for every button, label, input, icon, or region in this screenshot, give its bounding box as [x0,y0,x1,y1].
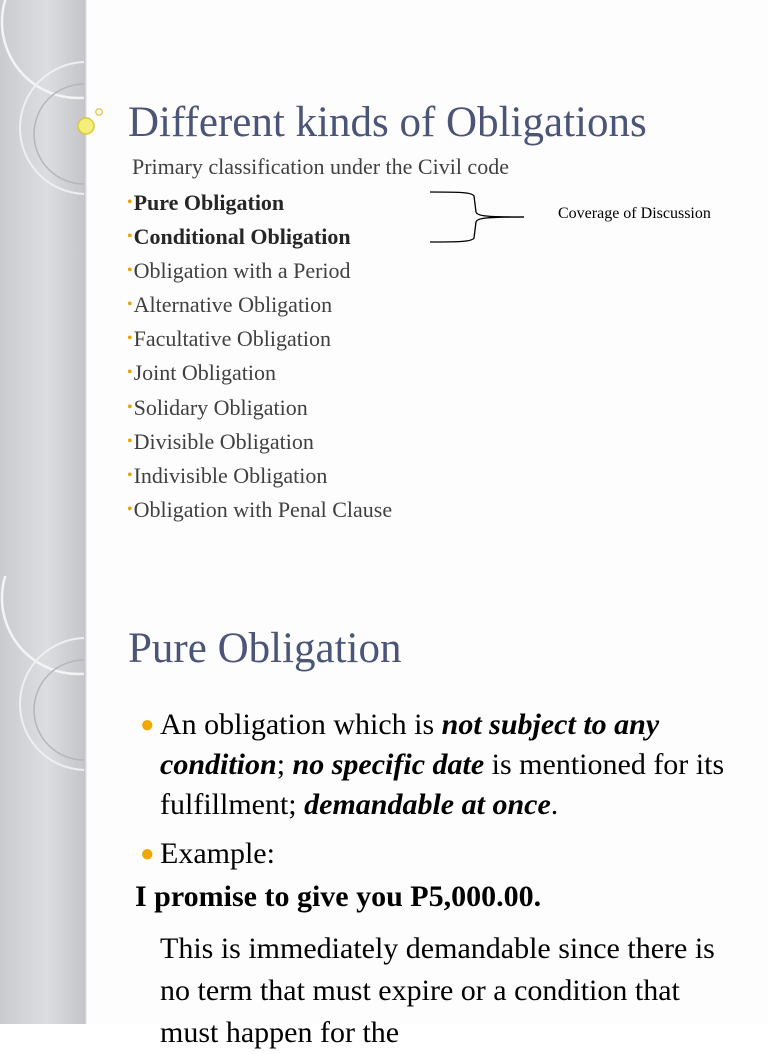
decorative-circles-icon [0,576,84,1024]
decorative-dots-icon [74,104,104,144]
list-item-label: Divisible Obligation [133,428,314,454]
definition-bullet [140,705,750,825]
list-item-label: Facultative Obligation [133,326,331,352]
bullet-icon: • [127,330,133,348]
emphasis: not subject to any condition [160,708,660,781]
bullet-icon: ● [140,712,155,738]
list-item-label: Solidary Obligation [133,394,308,420]
explanation-text: This is immediately demandable since there is no term that must expire or a condition that must happen for the [160,932,715,1049]
list-item-label: Alternative Obligation [133,292,333,318]
bullet-icon: • [127,194,133,211]
list-item-label: Joint Obligation [133,360,276,386]
bullet-icon: • [127,296,133,314]
decorative-side-band [0,576,84,1024]
bullet-icon: • [127,262,133,280]
list-item-label: Indivisible Obligation [133,462,328,488]
side-band-edge [84,0,87,576]
slide-title: Pure Obligation [128,625,402,672]
side-band-edge [84,576,87,1024]
list-item [127,221,392,255]
emphasis: demandable at once [304,788,551,821]
list-item [127,323,392,357]
list-item [127,426,392,460]
decorative-side-band [0,0,84,576]
list-item [127,392,392,426]
decorative-circles-icon [0,0,84,576]
list-item [127,187,392,221]
list-item-label: Obligation with Penal Clause [133,496,393,522]
bullet-icon: • [127,228,133,246]
definition-text: An obligation which is not subject to any condition; no specific date is mentioned for its fulfillment; demandable at once. [160,708,725,821]
example-text: I promise to give you P5,000.00. [135,880,542,913]
brace-icon [426,188,526,246]
list-item [127,289,392,323]
bullet-icon: • [127,432,133,450]
list-item-label: Conditional Obligation [133,224,351,250]
example-bullet [140,834,275,874]
bullet-icon: • [127,466,133,484]
emphasis: no specific date [292,748,485,781]
list-item [127,494,392,528]
bullet-icon: • [127,364,133,382]
slide-title: Different kinds of Obligations [128,99,647,146]
obligation-kinds-list [127,187,392,528]
list-item [127,357,392,391]
list-item-label: Obligation with a Period [133,258,351,284]
slide-subtitle: Primary classification under the Civil code [132,154,509,179]
coverage-note: Coverage of Discussion [558,205,711,222]
list-item [127,460,392,494]
list-item-label: Pure Obligation [133,190,285,215]
bullet-icon: ● [140,841,155,867]
example-label: Example: [160,837,275,870]
bullet-icon: • [127,500,133,518]
list-item [127,255,392,289]
bullet-icon: • [127,398,133,416]
